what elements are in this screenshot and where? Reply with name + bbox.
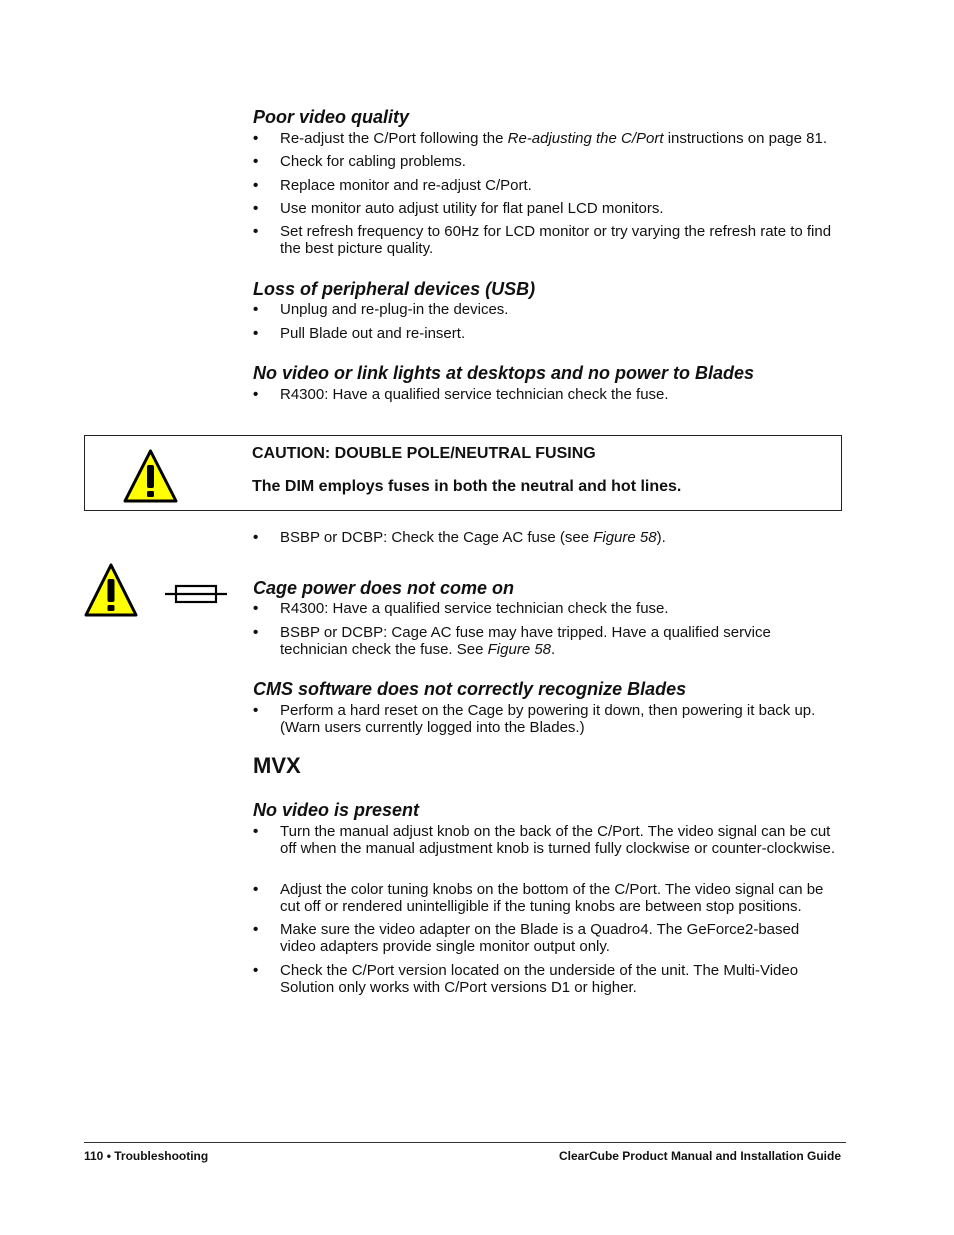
list-item (253, 624, 813, 658)
item-text: Set refresh frequency to 60Hz for LCD monitor or try varying the refresh rate to find the best picture quality. (280, 223, 832, 257)
list-item (253, 301, 853, 318)
list-item (253, 881, 843, 915)
list-item (253, 529, 853, 546)
list-item (253, 823, 843, 857)
bullet-marker: • (253, 702, 259, 719)
caution-body: The DIM employs fuses in both the neutral and hot lines. (252, 478, 682, 495)
item-text: instructions on page 81. (663, 130, 827, 147)
bullet-marker: • (253, 921, 259, 938)
heading-no-video-is-present: No video is present (253, 800, 420, 820)
bullet-marker: • (253, 177, 259, 194)
item-text: Pull Blade out and re-insert. (280, 325, 466, 342)
cross-reference: Figure 58 (593, 529, 657, 546)
item-text: BSBP or DCBP: Cage AC fuse may have tripped. Have a qualified service technician check the fuse. See (280, 624, 771, 658)
bullet-marker: • (253, 301, 259, 318)
cross-reference: Figure 58 (487, 641, 552, 658)
footer-document-title: ClearCube Product Manual and Installation Guide (558, 1149, 841, 1163)
item-text: Check the C/Port version located on the underside of the unit. The Multi-Video Solution only works with C/Port versions D1 or higher. (280, 962, 799, 996)
bullet-marker: • (253, 881, 259, 898)
bullet-marker: • (253, 200, 259, 217)
list-item (253, 921, 838, 955)
item-text: Use monitor auto adjust utility for flat panel LCD monitors. (280, 200, 664, 217)
item-text: Make sure the video adapter on the Blade is a Quadro4. The GeForce2-based video adapters provide single monitor output only. (280, 921, 800, 955)
section-title-mvx: MVX (253, 753, 301, 778)
list-item (253, 325, 853, 342)
footer-divider (84, 1142, 846, 1143)
item-text: R4300: Have a qualified service technician check the fuse. (280, 386, 669, 403)
warning-triangle-icon (83, 562, 139, 618)
footer-page-label: 110 • Troubleshooting (84, 1149, 209, 1163)
item-text: BSBP or DCBP: Check the Cage AC fuse (see (280, 529, 594, 546)
bullet-marker: • (253, 386, 259, 403)
item-text: Adjust the color tuning knobs on the bottom of the C/Port. The video signal can be cut off or rendered unintelligible if the tuning knobs are between stop positions. (280, 881, 824, 915)
heading-no-video-or-link-lights: No video or link lights at desktops and no power to Blades (253, 363, 755, 383)
list-item (253, 177, 853, 194)
caution-box (84, 435, 842, 511)
list-item (253, 223, 853, 257)
item-text: Replace monitor and re-adjust C/Port. (280, 177, 532, 194)
bullet-marker: • (253, 223, 259, 240)
list-item (253, 600, 853, 617)
item-text: Perform a hard reset on the Cage by powering it down, then powering it back up. (Warn users currently logged into the Blades.) (280, 702, 816, 736)
item-text: Check for cabling problems. (280, 153, 466, 170)
bullet-marker: • (253, 153, 259, 170)
bullet-marker: • (253, 130, 259, 147)
list-item (253, 962, 843, 996)
item-text: Re-adjust the C/Port following the (280, 130, 508, 147)
heading-cage-power: Cage power does not come on (253, 578, 515, 598)
item-text: Unplug and re-plug-in the devices. (280, 301, 509, 318)
item-text: R4300: Have a qualified service technician check the fuse. (280, 600, 669, 617)
item-text: . (551, 641, 556, 658)
bullet-marker: • (253, 823, 259, 840)
heading-loss-of-peripheral-devices: Loss of peripheral devices (USB) (253, 279, 536, 299)
list-item (253, 153, 853, 170)
item-text: Turn the manual adjust knob on the back of the C/Port. The video signal can be cut off when the manual adjustment knob is turned fully clockwise or counter-clockwise. (280, 823, 835, 857)
bullet-marker: • (253, 325, 259, 342)
bullet-marker: • (253, 962, 259, 979)
list-item (253, 702, 848, 736)
cross-reference: Re-adjusting the C/Port (507, 130, 664, 147)
warning-triangle-icon (122, 448, 179, 504)
list-item (253, 386, 853, 403)
caution-title: CAUTION: DOUBLE POLE/NEUTRAL FUSING (252, 445, 596, 462)
heading-poor-video-quality: Poor video quality (253, 107, 410, 127)
bullet-marker: • (253, 624, 259, 641)
list-item (253, 130, 853, 147)
list-item (253, 200, 853, 217)
item-text: ). (656, 529, 666, 546)
fuse-symbol-icon (165, 583, 227, 605)
bullet-marker: • (253, 529, 259, 546)
bullet-marker: • (253, 600, 259, 617)
heading-cms-software: CMS software does not correctly recognize Blades (253, 679, 687, 699)
